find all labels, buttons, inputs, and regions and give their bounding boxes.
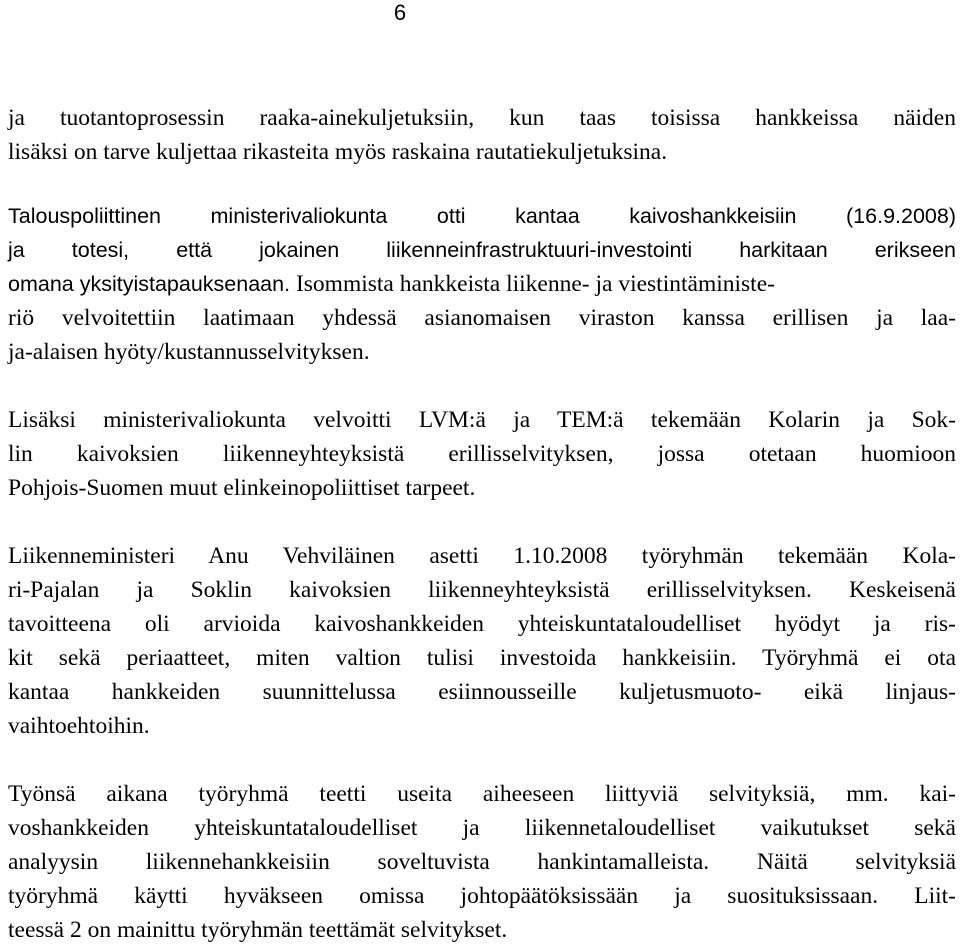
text-line: Työnsä aikana työryhmä teetti useita aiheeseen liittyviä selvityksiä, mm. kai-	[8, 781, 956, 807]
text-line: Pohjois-Suomen muut elinkeinopoliittiset tarpeet.	[8, 475, 476, 501]
page-number: 6	[393, 0, 407, 25]
text-line: ja-alaisen hyöty/kustannusselvityksen.	[8, 339, 370, 365]
text-line: työryhmä käytti hyväkseen omissa johtopäätöksissään ja suosituksissaan. Liit-	[8, 883, 956, 909]
text-line: ja totesi, että jokainen liikenneinfrastruktuuri-investointi harkitaan erikseen	[8, 238, 956, 262]
text-line: Talouspoliittinen ministerivaliokunta otti kantaa kaivoshankkeisiin (16.9.2008)	[8, 204, 956, 228]
text-line: kit sekä periaatteet, miten valtion tulisi investoida hankkeisiin. Työryhmä ei ota	[8, 645, 956, 671]
text-line: vaihtoehtoihin.	[8, 713, 150, 739]
text-line: analyysin liikennehankkeisiin soveltuvista hankintamalleista. Näitä selvityksiä	[8, 849, 956, 875]
text-line: Lisäksi ministerivaliokunta velvoitti LVM:ä ja TEM:ä tekemään Kolarin ja Sok-	[8, 407, 956, 433]
text-span: Isommista hankkeista liikenne- ja viestintäministe-	[290, 271, 775, 297]
text-line: kantaa hankkeiden suunnittelussa esiinnousseille kuljetusmuoto- eikä linjaus-	[8, 679, 956, 705]
text-line: riö velvoitettiin laatimaan yhdessä asianomaisen viraston kanssa erillisen ja laa-	[8, 305, 956, 331]
text-line: teessä 2 on mainittu työryhmän teettämät selvitykset.	[8, 917, 508, 943]
text-line: ri-Pajalan ja Soklin kaivoksien liikenneyhteyksistä erillisselvityksen. Keskeisenä	[8, 577, 956, 603]
text-line: voshankkeiden yhteiskuntataloudelliset ja liikennetaloudelliset vaikutukset sekä	[8, 815, 956, 841]
text-line: tavoitteena oli arvioida kaivoshankkeiden yhteiskuntataloudelliset hyödyt ja ris-	[8, 611, 956, 637]
text-line: lisäksi on tarve kuljettaa rikasteita myös raskaina rautatiekuljetuksina.	[8, 139, 668, 165]
text-line: ja tuotantoprosessin raaka-ainekuljetuksiin, kun taas toisissa hankkeissa näiden	[8, 105, 956, 131]
text-line: lin kaivoksien liikenneyhteyksistä erillisselvityksen, jossa otetaan huomioon	[8, 441, 956, 467]
text-line-mixed	[8, 268, 956, 300]
text-line: Liikenneministeri Anu Vehviläinen asetti 1.10.2008 työryhmän tekemään Kola-	[8, 543, 956, 569]
text-span: omana yksityistapauksenaan.	[8, 272, 291, 296]
